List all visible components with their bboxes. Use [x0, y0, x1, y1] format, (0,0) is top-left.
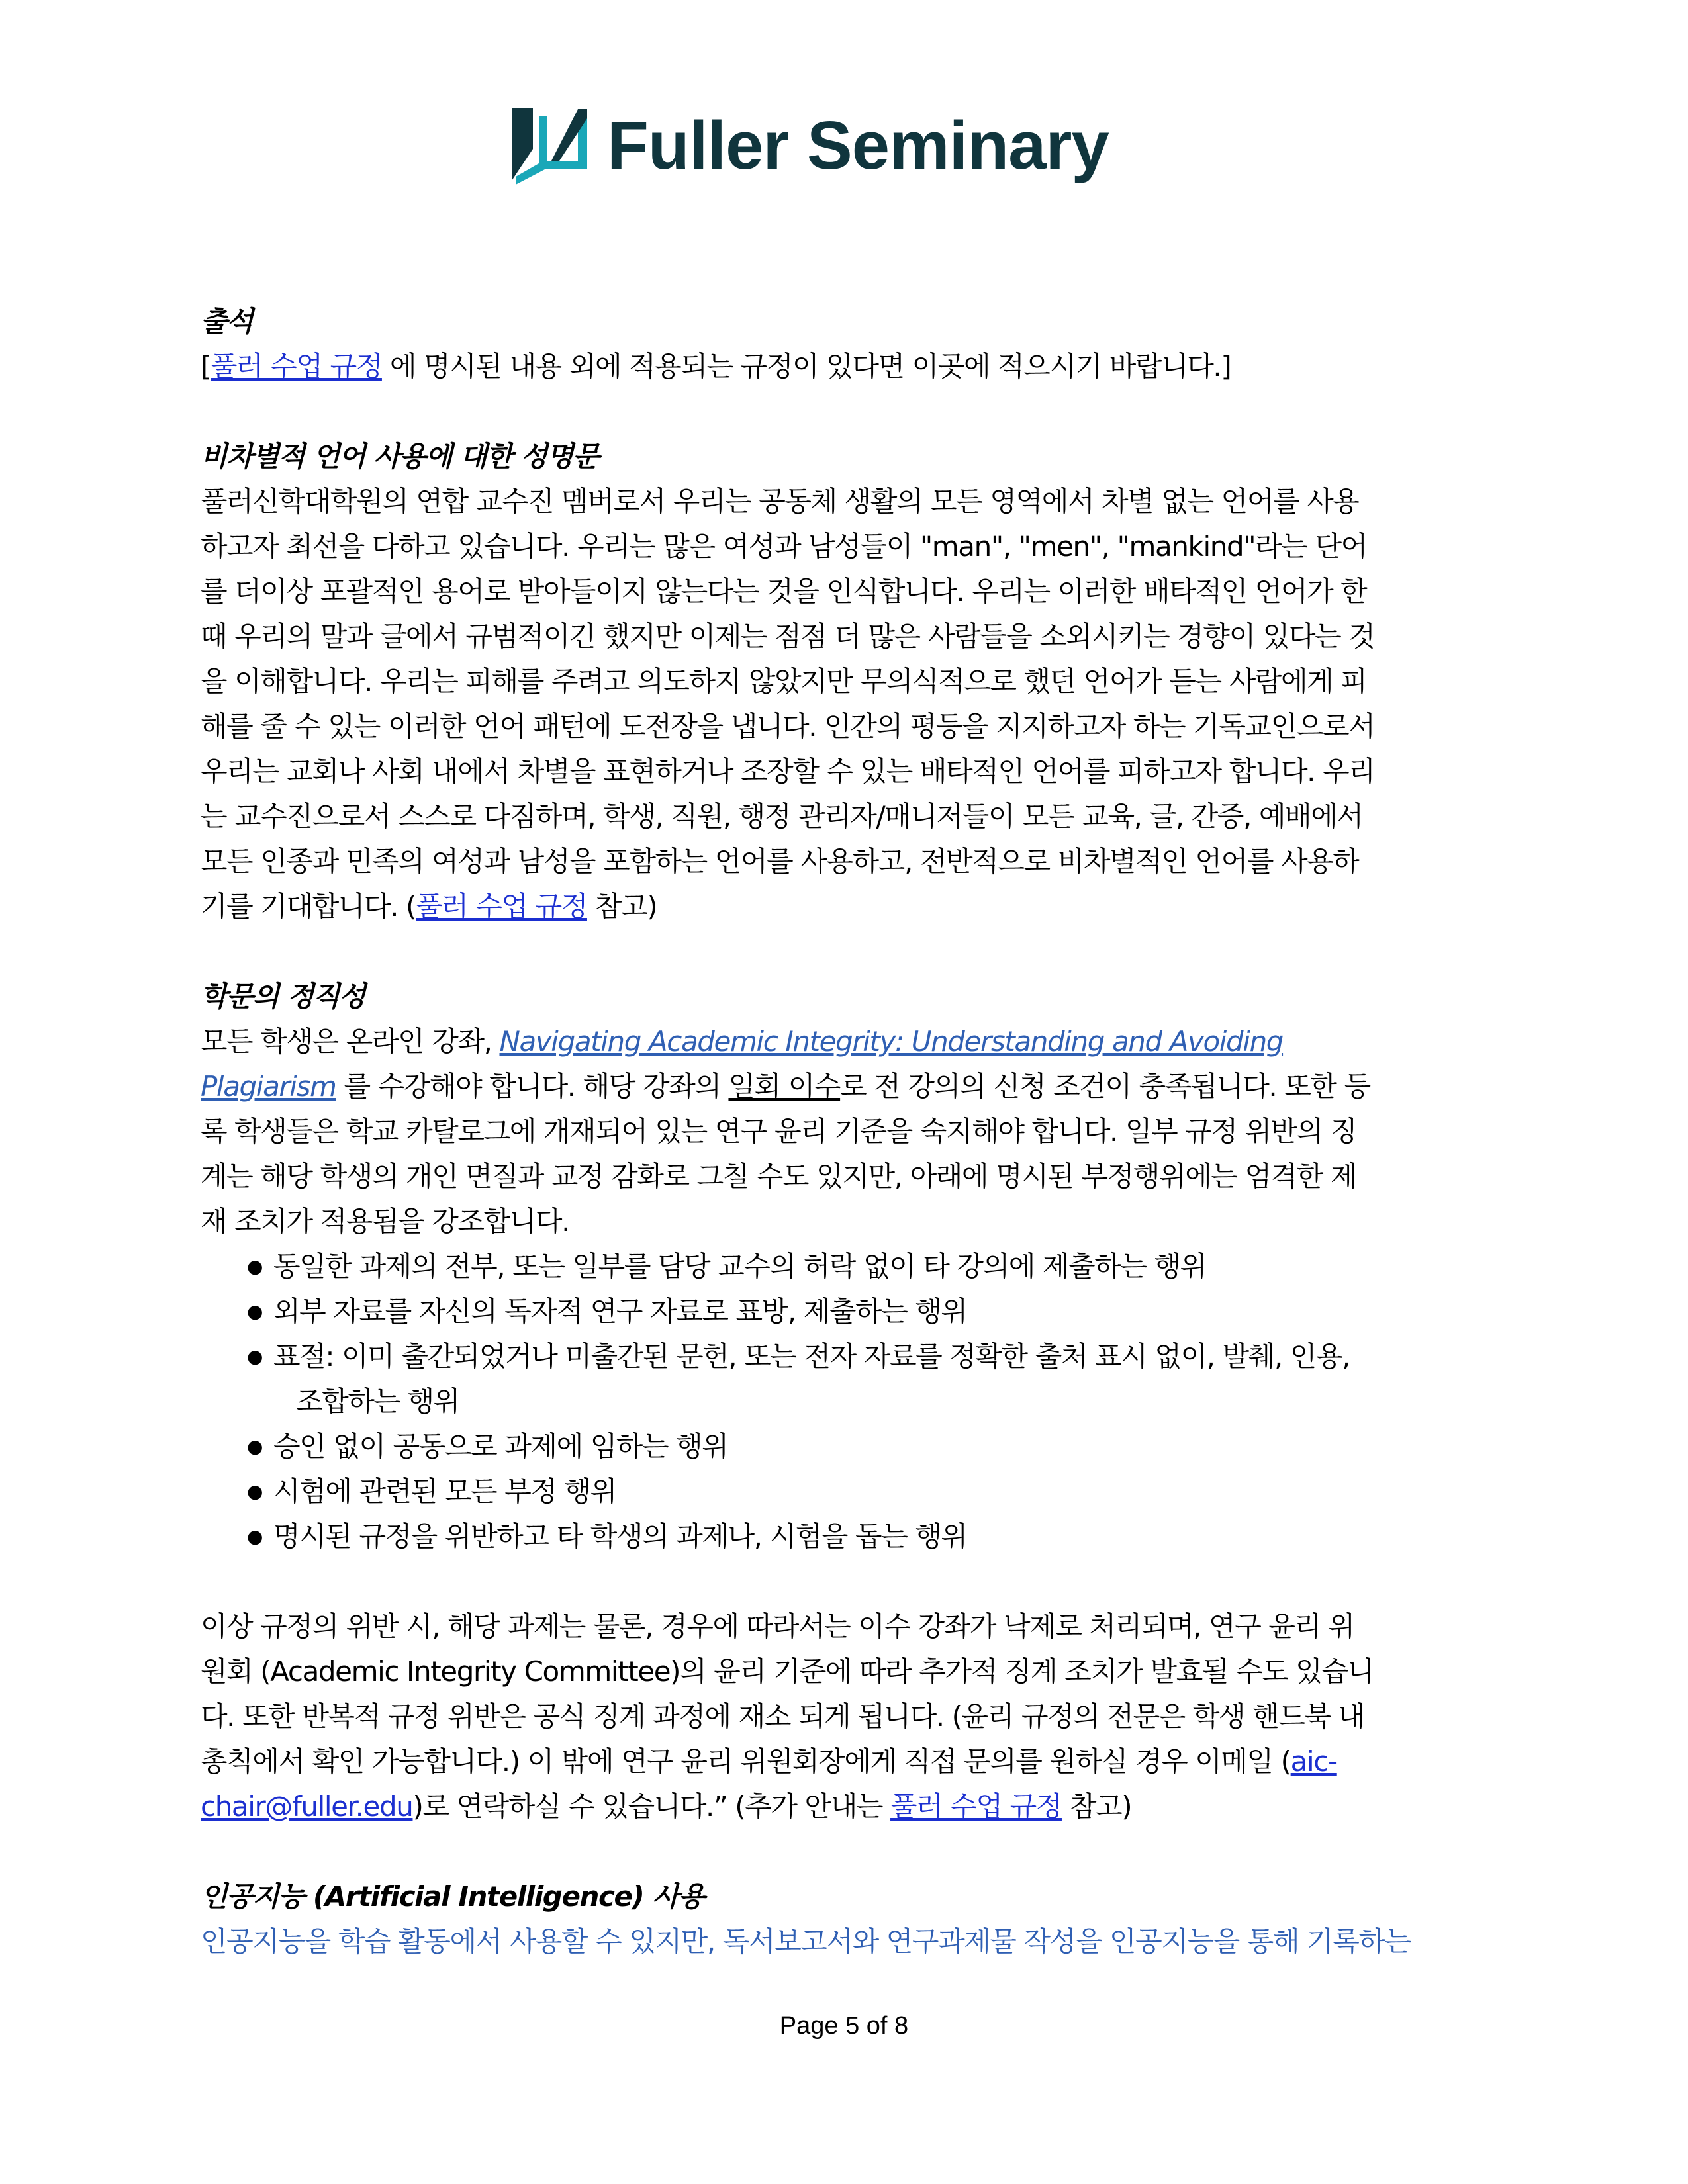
logo-text: Fuller Seminary — [607, 107, 1109, 183]
list-item: ● 시험에 관련된 모든 부정 행위 — [201, 1469, 1491, 1514]
attendance-text: [풀러 수업 규정 에 명시된 내용 외에 적용되는 규정이 있다면 이곳에 적으시기 바랍니다.] — [201, 350, 1231, 383]
ai-heading: 인공지능 (Artificial Intelligence) 사용 — [201, 1880, 704, 1913]
email-link[interactable]: chair@fuller.edu — [201, 1790, 413, 1823]
page-number: Page 5 of 8 — [779, 2012, 909, 2040]
nondiscrim-line: 는 교수진으로서 스스로 다짐하며, 학생, 직원, 행정 관리자/매니저들이 모든 교육, 글, 간증, 예배에서 — [201, 800, 1363, 833]
fuller-logo — [506, 99, 1109, 192]
integrity-line: 총칙에서 확인 가능합니다.) 이 밖에 연구 윤리 위원회장에게 직접 문의를 원하실 경우 이메일 (aic- — [201, 1745, 1337, 1778]
nondiscrim-last-line: 기를 기대합니다. (풀러 수업 규정 참고) — [201, 890, 657, 923]
integrity-course-link[interactable]: Navigating Academic Integrity: Understanding and Avoiding — [499, 1025, 1284, 1058]
integrity-line: 재 조치가 적용됨을 강조합니다. — [201, 1205, 570, 1238]
course-policy-link[interactable]: 풀러 수업 규정 — [211, 350, 382, 383]
list-item: ● 동일한 과제의 전부, 또는 일부를 담당 교수의 허락 없이 타 강의에 제출하는 행위 — [201, 1244, 1491, 1289]
integrity-line: 록 학생들은 학교 카탈로그에 개재되어 있는 연구 윤리 기준을 숙지해야 합니다. 일부 규정 위반의 징 — [201, 1115, 1357, 1148]
nondiscrim-line: 우리는 교회나 사회 내에서 차별을 표현하거나 조장할 수 있는 배타적인 언어를 피하고자 합니다. 우리 — [201, 755, 1375, 788]
list-item: ● 승인 없이 공동으로 과제에 임하는 행위 — [201, 1424, 1491, 1469]
integrity-line: 원회 (Academic Integrity Committee)의 윤리 기준에 따라 추가적 징계 조치가 발효될 수도 있습니 — [201, 1655, 1374, 1688]
integrity-line: 계는 해당 학생의 개인 면질과 교정 감화로 그칠 수도 있지만, 아래에 명시된 부정행위에는 엄격한 제 — [201, 1160, 1357, 1193]
integrity-line: 모든 학생은 온라인 강좌, Navigating Academic Integrity: Understanding and Avoiding — [201, 1025, 1284, 1058]
nondiscrim-line: 모든 인종과 민족의 여성과 남성을 포함하는 언어를 사용하고, 전반적으로 비차별적인 언어를 사용하 — [201, 845, 1359, 878]
integrity-line: Plagiarism 를 수강해야 합니다. 해당 강좌의 일회 이수로 전 강의의 신청 조건이 충족됩니다. 또한 등 — [201, 1070, 1370, 1103]
list-item: ● 명시된 규정을 위반하고 타 학생의 과제나, 시험을 돕는 행위 — [201, 1514, 1491, 1559]
email-link[interactable]: aic- — [1290, 1745, 1337, 1778]
nondiscrim-line: 때 우리의 말과 글에서 규범적이긴 했지만 이제는 점점 더 많은 사람들을 소외시키는 경향이 있다는 것 — [201, 620, 1375, 653]
list-item: ● 외부 자료를 자신의 독자적 연구 자료로 표방, 제출하는 행위 — [201, 1289, 1491, 1334]
violation-list — [201, 1244, 1491, 1559]
document-body — [201, 299, 1491, 1964]
integrity-line: chair@fuller.edu)로 연락하실 수 있습니다.” (추가 안내는 풀러 수업 규정 참고) — [201, 1790, 1132, 1823]
integrity-course-link[interactable]: Plagiarism — [201, 1070, 336, 1103]
integrity-heading: 학문의 정직성 — [201, 980, 365, 1013]
course-policy-link[interactable]: 풀러 수업 규정 — [416, 890, 587, 923]
nondiscrim-line: 을 이해합니다. 우리는 피해를 주려고 의도하지 않았지만 무의식적으로 했던 언어가 듣는 사람에게 피 — [201, 665, 1367, 698]
nondiscrim-line: 하고자 최선을 다하고 있습니다. 우리는 많은 여성과 남성들이 "man", "men", "mankind"라는 단어 — [201, 530, 1367, 563]
ai-text: 인공지능을 학습 활동에서 사용할 수 있지만, 독서보고서와 연구과제물 작성을 인공지능을 통해 기록하는 — [201, 1925, 1411, 1958]
nondiscrim-line: 해를 줄 수 있는 이러한 언어 패턴에 도전장을 냅니다. 인간의 평등을 지지하고자 하는 기독교인으로서 — [201, 710, 1375, 743]
course-policy-link[interactable]: 풀러 수업 규정 — [890, 1790, 1062, 1823]
attendance-heading: 출석 — [201, 305, 253, 338]
nondiscrim-line: 를 더이상 포괄적인 용어로 받아들이지 않는다는 것을 인식합니다. 우리는 이러한 배타적인 언어가 한 — [201, 575, 1367, 608]
nondiscrim-line: 풀러신학대학원의 연합 교수진 멤버로서 우리는 공동체 생활의 모든 영역에서 차별 없는 언어를 사용 — [201, 485, 1359, 518]
list-item: ● 표절: 이미 출간되었거나 미출간된 문헌, 또는 전자 자료를 정확한 출처 표시 없이, 발췌, 인용, 조합하는 행위 — [201, 1334, 1491, 1424]
book-logo-icon — [506, 103, 592, 189]
nondiscrim-heading: 비차별적 언어 사용에 대한 성명문 — [201, 440, 599, 473]
integrity-line: 이상 규정의 위반 시, 해당 과제는 물론, 경우에 따라서는 이수 강좌가 낙제로 처리되며, 연구 윤리 위 — [201, 1610, 1354, 1643]
integrity-line: 다. 또한 반복적 규정 위반은 공식 징계 과정에 재소 되게 됩니다. (윤리 규정의 전문은 학생 핸드북 내 — [201, 1700, 1364, 1733]
